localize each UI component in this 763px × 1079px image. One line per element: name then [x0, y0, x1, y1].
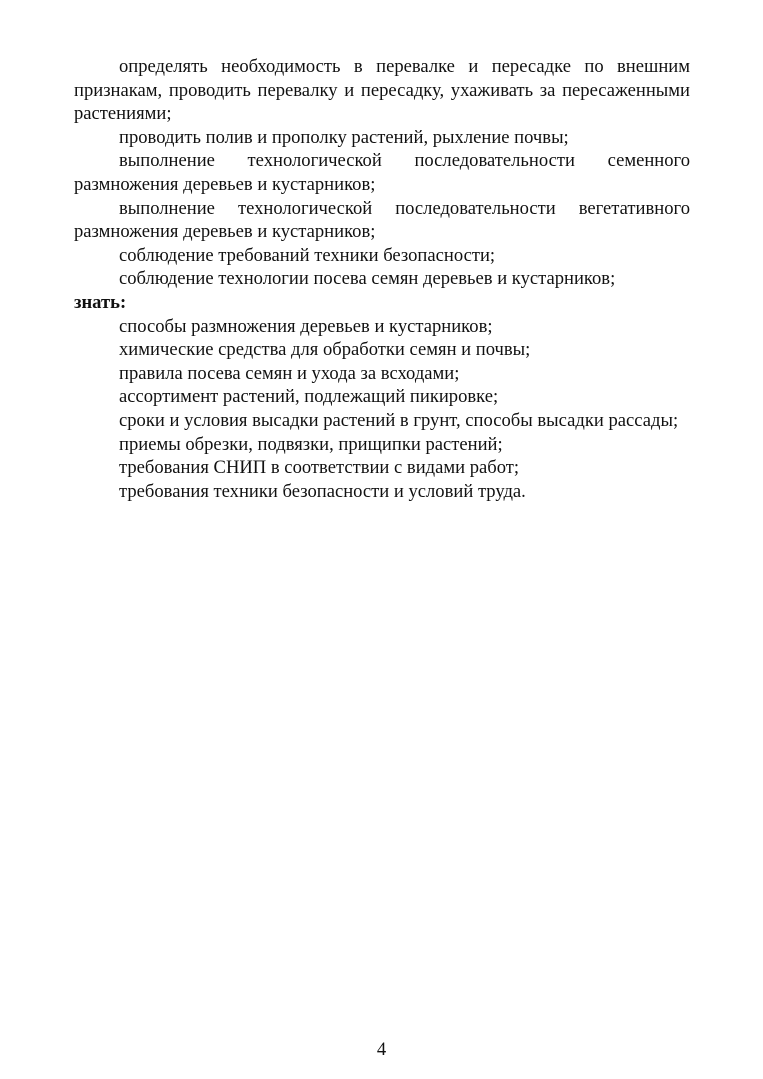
knowledge-item: требования техники безопасности и условий труда. [119, 480, 526, 502]
skill-item: соблюдение технологии посева семян деревьев и кустарников; [119, 268, 616, 290]
knowledge-item: химические средства для обработки семян и почвы; [119, 339, 531, 361]
skill-item: проводить полив и прополку растений, рыхление почвы; [119, 126, 569, 148]
knowledge-item: сроки и условия высадки растений в грунт, способы высадки рассады; [119, 409, 679, 431]
skill-item: соблюдение требований техники безопасности; [119, 244, 496, 266]
knowledge-item: правила посева семян и ухода за всходами; [119, 362, 460, 384]
knowledge-item: требования СНИП в соответствии с видами работ; [119, 457, 520, 479]
skill-item: определять необходимость в перевалке и пересадке по внешним признакам, проводить перевалку и пересадку, ухаживать за пересаженными растениями; [74, 56, 690, 125]
document-body [74, 55, 690, 503]
skill-item: выполнение технологической последовательности вегетативного размножения деревьев и кустарников; [74, 197, 690, 243]
knowledge-item: приемы обрезки, подвязки, прищипки растений; [119, 433, 503, 455]
knowledge-item: способы размножения деревьев и кустарников; [119, 315, 493, 337]
page-number: 4 [376, 1039, 387, 1060]
know-heading: знать: [74, 291, 127, 313]
skill-item: выполнение технологической последовательности семенного размножения деревьев и кустарников; [74, 150, 690, 195]
knowledge-item: ассортимент растений, подлежащий пикировке; [119, 386, 499, 408]
